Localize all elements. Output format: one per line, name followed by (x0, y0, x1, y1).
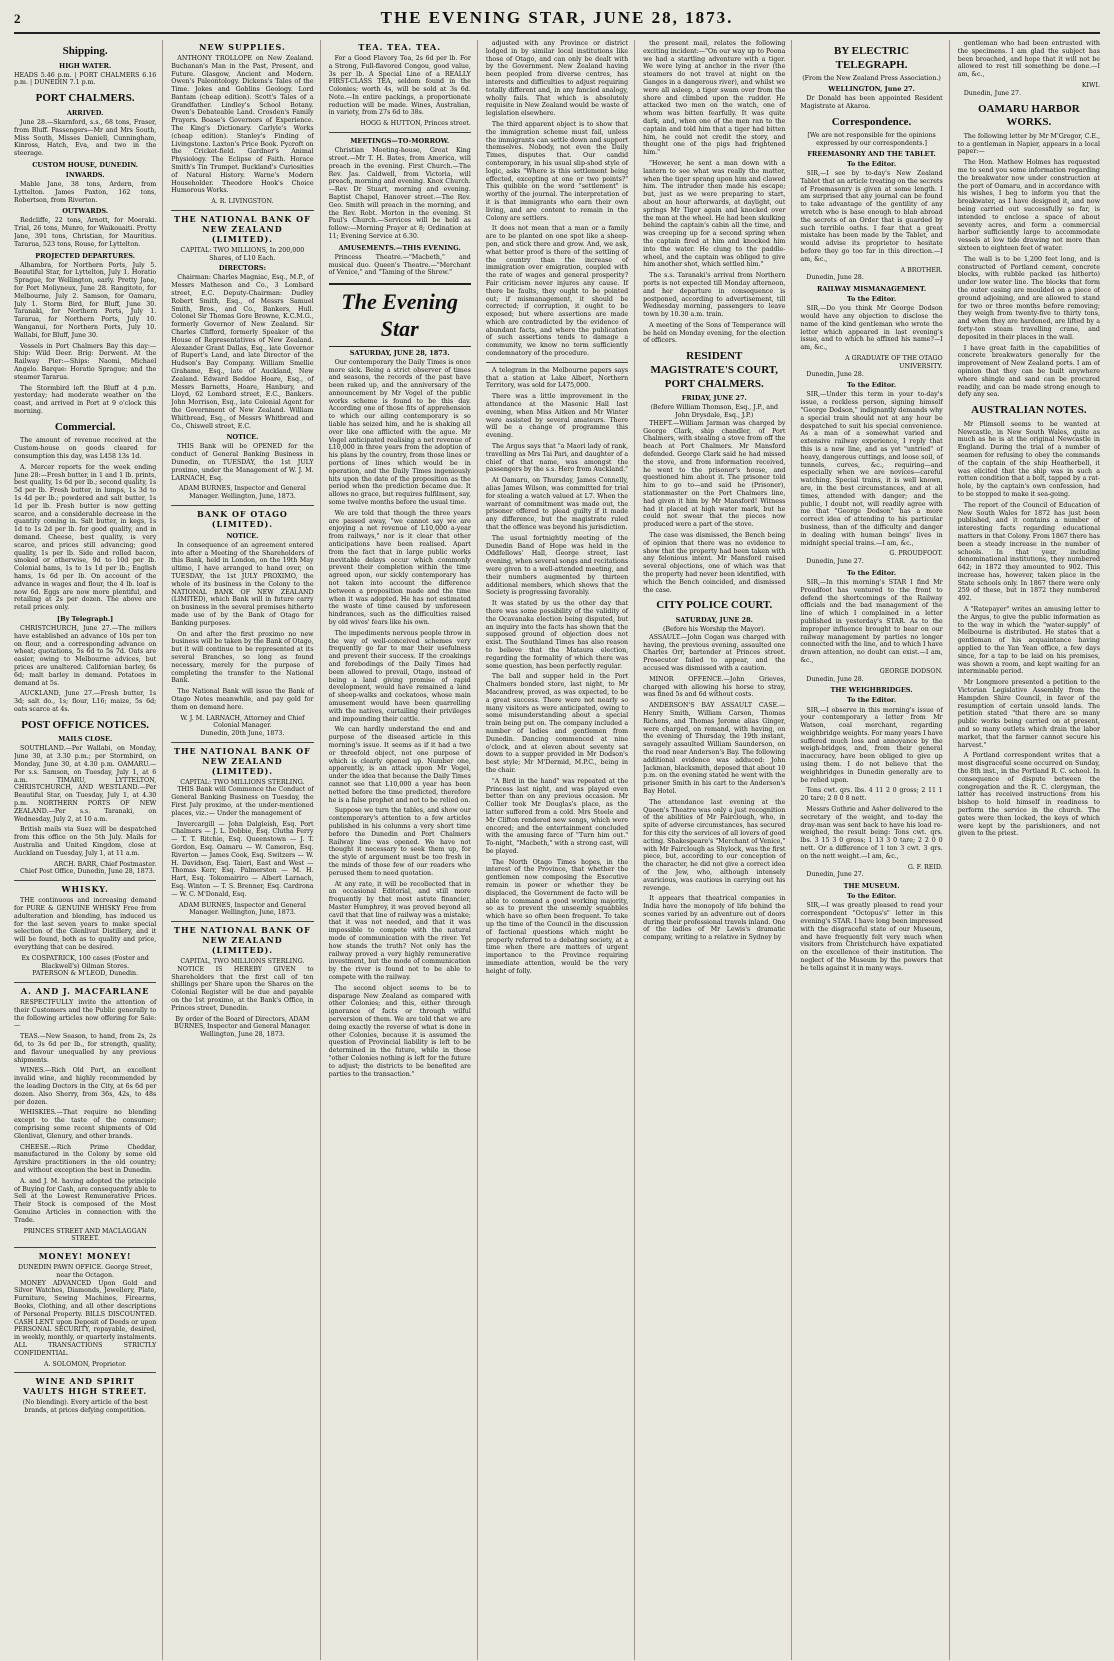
paragraph: Chief Post Office, Dunedin, June 28, 1873. (20, 868, 155, 876)
paragraph: Suppose we turn the tables, and show our contemporary's attention to a few articles published in his columns a very short time before the Dunedin and Port Chalmers Railway line was opened. We have not thought it necessary to seek them up, for the style of argument must be too fresh in the minds of those few of our readers who perused them to need quotation. (328, 807, 471, 877)
column-4 (486, 40, 635, 1660)
advert-title: THE NATIONAL BANK OF NEW ZEALAND (LIMITED). (174, 925, 311, 956)
centered-text: Ex COSPATRICK, 100 cases (Foster and Blackwell's) Oilman Stores. (21, 954, 149, 970)
paragraph: The attendance last evening at the Queen's Theatre was only a just recognition of the abilities of Mr Fairclough, who, in spite of adverse circumstances, has secured for this city the services of all lovers of good acting. Shakespeare's "Merchant of Venice," with Mr Fairclough as Shylock, was the first piece, but, according to our conception of the character, he did not give a correct idea of the Jew, who, although intensely avaricious, was cautious in carrying out his revenge. (643, 798, 786, 892)
section-heading: AUSTRALIAN NOTES. (971, 404, 1087, 417)
divider (171, 921, 313, 922)
paragraph: MINOR OFFENCE.—John Grieves, charged with allowing his horse to stray, was fined 5s and 6d without costs. (643, 675, 786, 699)
paragraph: The Hon. Mathew Holmes has requested me to send you some information regarding the breakwater now under construction at the port of Oamaru, and in accordance with his wishes, I beg to inform you that the breakwater, as I have designed it, and now being carried out successfully so far, is intended to enclose a space of about seventy acres, and form a commercial harbor sufficiently large to accommodate vessels at low tide drawing not more than sixteen to eighteen feet of water. (957, 159, 1100, 252)
paragraph: A. Mercer reports for the week ending June 28:—Fresh butter, in 1 and 1 lb. prints, best quality, 1s 6d per lb.; second quality, 1s 5d per lb. Fresh butter, in lumps, 1s 3d to 1s 4d per lb.; powdered and salt butter, 1s 1d per lb. Fresh butter is now getting scarce, and a considerable decrease in the quantity coming in. Salt butter, in kegs, 1s 1d to 1s 2d per lb. for good quality, and in demand. Cheese, best quality, is very scarce, and prices still advancing; good quality, 1s per lb. Side and rolled bacon, smoked or otherwise, 9d to 10d per lb. Colonial hams, 1s to 1s 1d per lb.; English hams, 1s 6d per lb. On account of the advance in wages and flour, the 4 lb. loaf is now 6d. Eggs are now more plentiful, and retailing at 2s per dozen. The above are retail prices only. (14, 463, 157, 612)
signature: GEORGE DODSON. (879, 667, 943, 675)
signature: HOGG & HUTTON, Princes street. (360, 120, 471, 128)
signature: G. F. REID. (907, 863, 943, 871)
paragraph: A. and J. M. having adopted the principle of Buying for Cash, are consequently able to Sell at the Lowest Remunerative Prices. Their Stock is composed of the Most Genuine Articles in connection with the Trade. (14, 1177, 157, 1224)
paragraph: A "Ratepayer" writes an amusing letter to the Argus, to give the public information as to the way in which the "water-supply" of Melbourne is distributed. He states that a gentleman of his acquaintance having applied to the Yan Yean office, a few days since, for a tap to be laid on his premises, was shown a room, and kept waiting for an interminable period. (957, 606, 1100, 676)
paragraph: There was a little improvement in the attendance at the Masonic Hall last evening, when Miss Aitken and Mr Winter were assisted by several amateurs. There will be a change of programme this evening. (485, 393, 629, 440)
paragraph: ASSAULT.—John Cogan was charged with having, the previous evening, assaulted one Charles Orr, bartender at Princes street. Prosecutor failed to appear, and the accused was dismissed with a caution. (643, 633, 786, 672)
paragraph: THIS Bank will Commence the Conduct of General Banking Business on Tuesday, the First July proximo, at the under-mentioned places, viz.:— Under the management of (171, 786, 314, 817)
paragraph: Dunedin, June 27. (806, 871, 864, 879)
paragraph: Princess Theatre.—"Macbeth," and musical duo. Queen's Theatre.—"Merchant of Venice," and "Taming of the Shrew." (328, 253, 471, 277)
divider (486, 362, 628, 363)
centered-text: A. R. LIVINGSTON. (211, 198, 274, 206)
high-water-table: HEADS 5.46 p.m. | PORT CHALMERS 6.16 p.m. | DUNEDIN 7.1 p.m. (14, 71, 157, 87)
centered-text: CAPITAL, TWO MILLIONS STERLING. (180, 957, 305, 965)
centered-text: CAPITAL: TWO MILLIONS STERLING. (180, 778, 305, 786)
paragraph: Alhambra, for Northern Ports, July 5. Beautiful Star, for Lyttelton, July 1. Horatio Sprague, for Wellington, early. Pretty Jane, for Port Moliyneux, June 28. Rangitoto, for Melbourne, July 2. Samson, for Oamaru, July 1. Storm Bird, for Bluff, June 30. Taranaki, for Northern Ports, July 1. Tararua, for Northern Ports, July 10. Wanganui, for Northern Ports, July 10. Wallabi, for Bluff, June 30. (14, 261, 157, 339)
divider (14, 982, 156, 983)
column-3 (329, 40, 478, 1660)
paragraph: A meeting of the Sons of Temperance will be held on Monday evening, for the election of officers. (643, 321, 786, 345)
section-heading: OAMARU HARBOR WORKS. (977, 102, 1080, 129)
column-7 (958, 40, 1100, 1660)
paragraph: Our contemporary the Daily Times is once more sick. Being a strict observer of times and seasons, the records of the past have been raked up, and the anniversary of the announcement by Mr Vogel of the public works scheme is found to be this day. According one of those fits of apprehension to which our ailing contemporary is so liable has seized him, and he is shaking all over like one afflicted with the ague. Mr Vogel anticipated realising a net revenue of L10,000 in three years from the adoption of his plans by the country, from those lines or portions of lines which would be in operation, and the Daily Times ingeniously hits upon the date of the proposition as the period when the prediction became due. It allows no grace, but requires fulfilment, say, some twelve months before the usual time. (328, 358, 471, 507)
paragraph: Christian Meeting-house, Great King street.—Mr T. H. Bates, from America, will preach in the evening. First Church.—The Rev. Jas. Caldwell, from Victoria, will preach, morning and evening. Knox Church.—Rev. Dr Stuart, morning and evening. Baptist Chapel, Hanover street.—The Rev. Geo. Smith will preach in the morning, and the Rev. Robt. Morton in the evening. St Paul's Church.—Services will be held as follow:—Morning Prayer at 8; Ordination at 11; Evening Service at 6.30. (328, 147, 471, 240)
paragraph: At any rate, it will be recollected that in an occasional Editorial, and still more frequently by that most astute financier, Master Humphrey, it was proved beyond all cavil that that line of railway was a mistake; that it was not needed, and that it was impossible to compete with the natural mode of communication with the river. Yet how stands the truth? Not only has the railway proved a very highly remunerative investment, but the mode of communication by the river is found not to be able to compete with the railway. (328, 880, 471, 982)
paragraph: June 28.—Skarnford, s.s., 68 tons, Fraser, from Bluff. Passengers—Mr and Mrs South, Miss South, Misses Daniell, Cunningham, Kinross, Hatch, Eva, and two in the steerage. (14, 118, 157, 158)
section-heading: BY ELECTRIC TELEGRAPH. (834, 45, 910, 71)
advert-title: MONEY! MONEY! (38, 1251, 132, 1262)
advert-title: A. AND J. MACFARLANE (20, 986, 150, 997)
subheading: NOTICE. (226, 433, 259, 442)
paragraph: THIS Bank will be OPENED for the conduct of General Banking Business in Dunedin, on TUESDAY, the 1st JULY proximo, under the Management of W. J. M. LARNACH, Esq. (171, 443, 314, 482)
centered-text: (Before his Worship the Mayor). (663, 626, 766, 633)
paragraph: Vessels in Port Chalmers Bay this day:—Ship: Wild Deer. Brig: Derwent. At the Railway Pier:—Ships: Naomi, Michael Angelo. Barque: Horatio Sprague; and the steamer Tararua. (14, 342, 157, 381)
centered-text: W. J. M. LARNACH, Attorney and Chief Colonial Manager. (180, 714, 305, 730)
advert-title: WHISKY. (61, 884, 109, 895)
paragraph: Redcliffe, 22 tons, Arnott, for Moeraki. Trial, 26 tons, Munro, for Waikouaiti. Pretty Jane, 391 tons, Christian, for Mauritius. Tararua, 523 tons, Rouse, for Lyttelton. (14, 217, 157, 248)
subheading: CUSTOM HOUSE, DUNEDIN. (32, 160, 139, 169)
paragraph: Mr Plimsoll seems to be wanted at Newcastle, in New South Wales, quite as much as he is at the original Newcastle in England. During the trial of a number of seamen for refusing to obey the commands of the captain of the ship Heatherbell, it was elicited that the ship was in such a rotten condition that a bolt, tapped by a rat-hole, by the captain's own confession, had to be stopped to make it sea-going. (957, 420, 1100, 498)
paragraph: We are told that though the three years are passed away, "we cannot say we are enjoying a net revenue of L10,000 a-year from railways," nor is it clear that other anticipations have been realised. Apart from the fact that in large public works inevitable delays occur which commonly prevent their completion within the time agreed upon, our sickly contemporary has not taken into account the difference between a proposition made and the time when it was adopted. He has not estimated the waste of time caused by unforeseen hindrances, such as the difficulties raised by old wives' fears like his own. (328, 509, 471, 626)
paragraph: Messrs Guthrie and Asher delivered to the secretary of the weight, and to-day the dray-man was sent back to have his load re-weighed, the result being: Tons cwt. qrs. lbs. 3 15 3 0 gross; 1 13 3 0 tare; 2 2 0 0 nett. Or a difference of 1 ton 3 cwt. 3 qrs. on the nett weight.—I am, &c., (800, 806, 943, 860)
paragraph: Dunedin, June 28. (806, 675, 864, 683)
paragraph: Dunedin, June 28. (806, 274, 864, 282)
paragraph: Dr Donald has been appointed Resident Magistrate at Akaroa. (800, 95, 943, 110)
paragraph: The impediments nervous people throw in the way of well-conceived schemes very frequently go far to mar their usefulness and prevent their success. If the croakings and forebodings of the Daily Times had been allowed to prevail, Otago, instead of being a land giving promise of rapid development, would have remained a land of sheep-walks and cockatoos, whose main amusement would have been quarrelling with the natives, curtailing their privileges and impounding their cattle. (328, 629, 471, 723)
centered-text: ADAM BURNES, Inspector and General Manager. Wellington, June, 1873. (178, 485, 306, 501)
centered-text: (No blending). Every article of the best brands, at prices defying competition. (22, 1399, 148, 1414)
paragraph: SIR,—I was greatly pleased to read your correspondent "Octopus's" letter in this evening's STAR. I have long been impressed with the disgraceful state of our Museum, and have frequently felt very much when visitors from Christchurch have expatiated on the excellence of their institution. The neglect of the Museum by the powers that be tells against it in many ways. (800, 902, 943, 972)
signature: A GRADUATE OF THE OTAGO UNIVERSITY. (845, 355, 943, 370)
subheading: To the Editor. (846, 159, 897, 168)
paragraph: SIR,—Do you think Mr George Dodson would have any objection to disclose the name of the kind gentleman who wrote the letter which appeared in last evening's issue, and to which he affixed his name?—I am, &c., (800, 305, 943, 352)
paragraph: CHRISTCHURCH, June 27.—The millers have established an advance of 10s per ton on flour, and a corresponding advance on wheat; quotations, 5s 6d to 5s 7d. Oats are easier, owing to Melbourne advices, but prices are unaltered. Californian barley, 6s 6d; malt barley in demand. Potatoes in demand at 5s. (14, 625, 157, 687)
subheading: THE MUSEUM. (843, 882, 900, 891)
paragraph: RESPECTFULLY invite the attention of their Customers and the Public generally to the following articles now offering for Sale:— (14, 999, 157, 1030)
paragraph: The Stormbird left the Bluff at 4 p.m. yesterday; had moderate weather on the coast, and arrived in Port at 9 o'clock this morning. (14, 384, 157, 416)
centered-text: (From the New Zealand Press Association.) (802, 75, 941, 83)
paragraph: A telegram in the Melbourne papers says that a station at Lake Albert, Northern Territory, was sold for L475,000. (485, 366, 629, 390)
column-6 (800, 40, 949, 1660)
paragraph: WINES.—Rich Old Port, an excellent invalid wine, and highly recommended by the leading Doctors in the City, at 6s 6d per dozen. Also Sherry, from 36s, 42s, to 48s per dozen. (14, 1067, 157, 1106)
paragraph: Chairman: Charles Magniac, Esq., M.P., of Messrs Matheson and Co., 3 Lombard street, E.C. Deputy-Chairman: Dudley Robert Smith, Esq., of Messrs Samuel Smith, Bros., and Co., Bankers, Hull. Colonel Sir Thomas Gore Browne, K.C.M.G., formerly Governor of New Zealand. Sir Charles Clifford, formerly Speaker of the House of Representatives of New Zealand. Alexander Grant Dallas, Esq., late Governor of Rupert's Land, and late Director of the Hudson's Bay Company. William Smellie Grahame, Esq., late of Auckland, New Zealand. Edward Beddoe Hoare, Esq., of Messrs Barnetts, Hoare, Hanbury, and Lloyd, 62 Lombard street, E.C., Bankers. John Morrison, Esq., late Colonial Agent for the Government of New Zealand. William Whitbread, Esq., of Messrs Whitbread and Co., Chiswell street, E.C. (171, 274, 314, 430)
subheading: To the Editor. (846, 381, 897, 390)
paragraph: ANTHONY TROLLOPE on New Zealand. Buchanan's Man in the Past, Present, and Future. Glasgow, Ancient and Modern. Owen's Paleontology. Dickens's Tales of the Time. Jokes and Goblins Geology. Lord Bantam (cheap edition). Scott's Tales of a Grandfather. Lindley's School Botany. Owen's Debateable Land. Crosden's Family Prayers. Boase's Governors of Experience. The King's Dictionary. Carlyle's Works (cheap edition). Stanley's Finding of Livingstone. Laxton's Price Book. Pycroft on the Cricket-field. Gardner's Animal Physiology. The Eclipse of Faith. Horace Smith's Tin Trumpet. Buckland's Curiosities of Natural History. Warne's Modern Householder. Theodore Hook's Choice Humorous Works. (171, 54, 314, 195)
subheading: INWARDS. (65, 170, 105, 179)
paragraph: SIR,—In this morning's STAR I find Mr Proudfoot has ventured to the front to defend the shortcomings of the Railway officials and the bad management of the line of which I complained in a letter published in yesterday's STAR. As to the improper influence brought to bear on our railway management by parties no longer connected with the line, and to which I have drawn attention, no doubt can exist.—I am, &c., (800, 579, 943, 665)
paragraph: The wall is to be 1,200 feet long, and is constructed of Portland cement, concrete blocks, with rubble packed (as hitherto) under low water line. The blocks that form the outer casing are moulded on a piece of ground adjoining, and are allowed to stand for two or three months before removing; they weigh from twenty-five to thirty tons, and when they are hardened, are lifted by a forty-ton steam travelling crane, and deposited in their places in the wall. (957, 255, 1100, 341)
paragraph: adjusted with any Province or district lodged in by similar local institutions like those of Otago, and can only be dealt with by the Government. New Zealand having been peopled from diverse centres, has interests and difficulties to adjust requiring totally different and, in any fancied analogy, wholly fails. That which is absolutely requisite in New Zealand would be waste of legislation elsewhere. (485, 40, 629, 118)
section-heading: Commercial. (54, 420, 116, 433)
paragraph: AUCKLAND, June 27.—Fresh butter, 1s 3d; salt do., 1s; flour, L16; maize, 5s 6d; oats scarce at 4s. (14, 690, 157, 713)
paragraph: It does not mean that a man or a family are to be planted on one spot like a sheep-pen, and stick there and grow. And, we ask, what better proof is there of the settling of the country than the increase of immigration over emigration, coupled with the rate of wages and general prosperity? Fair criticism never injures any cause. If there be faults, they ought to be pointed out; if mismanagement, it should be corrected; if corruption, it ought to be exposed; but where assertions are made which are contradicted by the evidence of abundant facts, and where the publication of such assertions tends to damage a community, we know no term sufficiently condemnatory of the procedure. (485, 225, 629, 358)
subheading: FREEMASONRY AND THE TABLET. (807, 149, 936, 158)
advert-title: BANK OF OTAGO (LIMITED). (196, 508, 288, 529)
paragraph: On and after the first proximo no new business will be taken by the Bank of Otago, but it will continue to be represented at its several Branches, so long as found necessary, merely for the purpose of completing the transfer to the National Bank. (171, 630, 314, 685)
paragraph: NOTICE IS HEREBY GIVEN to Shareholders that the first call of ten shillings per Share upon the Shares on the Colonial Register will be due and payable on the 1st proximo, at the Bank's Office, in Princes street, Dunedin. (171, 965, 314, 1012)
paragraph: The third apparent object is to show that the immigration scheme must fail, unless the immigrants can settle down and support themselves. Nobody, not even the Daily Times, disputes that. Our candid contemporary, in his usual slip-shod style of logic, asks "Where is this settlement being effected, excepting at one or two points?" This quibble on the word "settlement" is worthy of the journal. The interpretation of it is that immigrants who earn their own living, and are content to remain in the Colony are settlers. (485, 120, 629, 222)
paragraph: The report of the Council of Education of New South Wales for 1872 has just been published, and it contains a number of interesting facts regarding educational matters in that Colony. From 1867 there has been a steady increase in the number of schools. In that year, including denominational institutions, they numbered 642; in 1872 they amounted to 902. This increase has, however, taken place in the State schools only. In 1867 there were only 259 of these, but in 1872 they numbered 492. (957, 501, 1100, 603)
subheading: HIGH WATER. (59, 61, 112, 70)
paragraph: SIR,—I see by to-day's New Zealand Tablet that an article treating on the secrets of Freemasonry is given at some length. I am surprised that any journal can be found to take advantage of the gentility of any wretch who is base enough to blab abroad the secrets of an Order that is guarded by such terrible oaths. I fear that a great mistake has been made by the Tablet, and would advise its proprietor to hesitate before they go too far in this direction.—I am, &c., (800, 170, 943, 263)
paragraph: The North Otago Times hopes, in the interest of the Province, that whether the gentlemen now composing the Executive remain in power or whether they be displaced, the Government de facto will be able to command a good working majority, so as to prevent the unseemly squabbles which have so often been frequent. To take up the time of the Council in the discussion of factional questions which might be properly referred to a debating society, at a time when there are matters of urgent importance to the Province requiring immediate attention, would be the very height of folly. (485, 858, 629, 975)
paragraph: Dunedin, June 28. (806, 370, 864, 378)
subheading: WELLINGTON, June 27. (828, 85, 915, 94)
subheading: MEETINGS—TO-MORROW. (350, 137, 450, 146)
paragraph: TEAS.—New Season, to hand, from 2s, 2s 6d, to 3s 6d per lb., for strength, quality, and flavour unequalled by any previous shipments. (14, 1033, 157, 1064)
subheading: DIRECTORS: (218, 264, 267, 273)
section-heading: PORT CHALMERS. (35, 92, 135, 105)
subheading: FRIDAY, JUNE 27. (681, 394, 747, 403)
paragraph: THE continuous and increasing demand for PURE & GENUINE WHISKY Free from adulteration and blending, has induced us for the last seven years to make special selection of the Glenlivat Distillery, and it will be found, both as to quality and price, everything that can be desired. (14, 897, 157, 951)
column-1 (14, 40, 163, 1660)
paragraph: It was stated by us the other day that there was some possibility of the validity of the Ocavanaka election being disputed, but an inquiry into the facts has shown that the supposed ground of objection does not exist. The Southland Times has also reason to believe that the Mataura election, regarding the formality of which there was some question, has been perfectly regular. (485, 600, 629, 670)
divider (171, 742, 313, 743)
subheading: MAILS CLOSE. (58, 735, 113, 744)
paragraph: The amount of revenue received at the Custom-house on goods cleared for consumption this day, was L458 13s 1d. (14, 437, 157, 461)
centered-text: [We are not responsible for the opinions expressed by our correspondents.] (807, 132, 936, 148)
paragraph: In consequence of an agreement entered into after a Meeting of the Shareholders of this Bank, held in London, on the 19th May ultimo, I have arranged to hand over, on TUESDAY, the 1st JULY PROXIMO, the whole of its business in the Colony to the NATIONAL BANK OF NEW ZEALAND (LIMITED), which Bank will in future carry on business in the several premises hitherto made use of by the Bank of Otago for Banking purposes. (171, 541, 314, 627)
subheading: THE WEIGHBRIDGES. (830, 686, 913, 695)
paragraph: It appears that theatrical companies in India have the monopoly of life behind the scenes varied by an adventure out of doors during their professional travels inland. One of the ladies of Mr Lewis's dramatic company, writing to a relative in Sydney by (643, 895, 786, 942)
paragraph: We can hardly understand the end and purpose of the diseased article in this morning's issue. It seems as if it had a two or threefold object, not one purpose of which is clearly opened up. Number one, apparently, is an attack upon Mr Vogel, under the idea that because the Daily Times cannot see that L10,000 a year has been netted before the time predicted, therefore he is a false prophet and not to be relied on. (328, 726, 471, 804)
paragraph: MONEY ADVANCED Upon Gold and Silver Watches, Diamonds, Jewellery, Plate, Furniture, Sewing Machines, Firearms, Books, Clothing, and all other descriptions of Personal Property. BILLS DISCOUNTED. CASH LENT upon Deposit of Deeds or upon PERSONAL SECURITY, repayable, desired, in weekly, monthly, or quarterly instalments. ALL TRANSACTIONS STRICTLY CONFIDENTIAL. (14, 1279, 157, 1357)
paragraph: gentleman who had been entrusted with the specimens. I am glad the subject has been broached, and hope that it will not be allowed to rest till something be done.—I am, &c., (957, 40, 1100, 79)
evening-star-banner: The Evening Star (329, 283, 471, 347)
paragraph: British mails via Suez will be despatched from this office on the 5th July. Mails for Australia and United Kingdom, close at Auckland on Tuesday, July 1, at 11 a.m. (14, 826, 157, 857)
paragraph: CHEESE.—Rich Prime Cheddar, manufactured in the Colony by some old Ayrshire practitioners in the old country; and without exception the best in Dunedin. (14, 1143, 157, 1174)
advert-title: TEA. TEA. TEA. (358, 42, 442, 52)
subheading: RAILWAY MISMANAGEMENT. (816, 285, 927, 294)
divider (171, 210, 313, 211)
centered-text: A. SOLOMON, Proprietor. (43, 1360, 127, 1368)
columns-container (14, 40, 1100, 1660)
paragraph: The usual fortnightly meeting of the Dunedin Band of Hope was held in the Oddfellows' Hall, George street, last evening, when several songs and recitations were given to a well-attended meeting, and their numbers augmented by thirteen additional members, which shows that the Society is progressing favorably. (485, 534, 629, 597)
paragraph: Dunedin, June 27. (806, 558, 864, 566)
subheading: SATURDAY, JUNE 28, 1873. (349, 348, 450, 357)
paragraph: Tons cwt. qrs. lbs. 4 11 2 0 gross; 2 11 1 20 tare; 2 0 0 8 nett. (800, 787, 943, 803)
subheading: To the Editor. (846, 569, 897, 577)
centered-text: PATERSON & M'LEOD, Dunedin. (32, 970, 139, 978)
centered-text: (Before William Thomson, Esq., J.P., and John Drysdale, Esq., J.P.) (650, 404, 779, 419)
subheading: ARRIVED. (66, 108, 104, 117)
paragraph: "A Bird in the hand" was repeated at the Princess last night, and was played even better than on any previous occasion. Mr Collier took Mr Douglas's place, as the latter suffered from a cold. Mrs Steele and Mr Clifton rendered new songs, which were encored; and the entertainment concluded with the amusing farce of "Turn him out." To-night, "Macbeth," with a strong cast, will be played. (485, 777, 629, 855)
column-2 (171, 40, 320, 1660)
paragraph: A Portland correspondent writes that a most disgraceful scene occurred on Sunday, the 8th inst., in the Portland R. C. school. In consequence of dispute between the congregation and the R. C. clergyman, the latter has received instructions from his bishop to hold himself in readiness to perform the service in the church. The gates were then locked, the keys of which were kept by the parishioners, and not given to the priest. (957, 752, 1100, 838)
divider (329, 132, 471, 133)
subheading: To the Editor. (846, 892, 897, 901)
paragraph: The case was dismissed, the Bench being of opinion that there was no evidence to show that the property had been taken with any felonious intent. Mr Mansford raised several objections, one of which was that the property had never been identified, with which the Bench coincided, and dismissed the case. (643, 531, 786, 594)
signature: A BROTHER. (900, 266, 943, 274)
advert-title: THE NATIONAL BANK OF NEW ZEALAND (LIMITED). (174, 745, 311, 776)
advert-title: THE NATIONAL BANK OF NEW ZEALAND (LIMITED). (174, 214, 311, 244)
section-heading: POST OFFICE NOTICES. (21, 718, 150, 731)
section-heading: RESIDENT MAGISTRATE'S COURT, PORT CHALMERS. (650, 350, 779, 390)
section-heading: Correspondence. (831, 115, 912, 128)
section-heading: CITY POLICE COURT. (656, 599, 773, 612)
paragraph: SIR,—I observe in this morning's issue of your contemporary a letter from Mr Watson, coal merchant, regarding weighbridge weights. For many years I have suffered much loss and annoyance by the weigh-bridges, and, from their general inaccuracy, have been obliged to give up using them. I do not believe that the weighbridges in Dunedin generally are to be relied upon. (800, 706, 943, 784)
paragraph: Mr Longmore presented a petition to the Victorian Legislative Assembly from the Hampden Shire Council, in favor of the resumption of certain unsold lands. The petition stated "that there are so many public works being carried on at present, and so many outlets which drain the labor market, that the farmer cannot secure his harvest." (957, 679, 1100, 749)
masthead (14, 8, 1100, 34)
divider (171, 505, 313, 506)
divider (14, 1247, 156, 1248)
subheading: To the Editor. (846, 696, 897, 705)
paragraph: The ball and supper held in the Port Chalmers bonded store, last night, to Mr Macandrew, proved, as was expected, to be a great success. There were not nearly so many visitors as were anticipated, owing to some misunderstanding about a special train being put on. The company included a number of ladies and gentlemen from Dunedin. Dancing commenced at nine o'clock, and at eleven about seventy sat down to a supper provided in Mr Dodson's best style; Mr M'Dermid, M.P.C., being in the chair. (485, 673, 629, 774)
paragraph: The second object seems to be to disparage New Zealand as compared with other Colonies; and this, either through ignorance of facts or through wilful perversion of them. We are told that we are doing exactly the reverse of what is done in other Colonies, because it is assumed the question of Provincial liability is left to be determined in the future, while in those "other Colonies nothing is left for the future to adjust; the districts to be benefited are parties to the transaction." (328, 984, 471, 1078)
centered-text: PRINCES STREET AND MACLAGGAN STREET. (23, 1227, 147, 1243)
paragraph: I have great faith in the capabilities of concrete breakwaters generally for the improvement of New Zealand ports. I am of opinion that they can be built anywhere where shingle and sand can be procured readily, and can be made strong enough to defy any sea. (957, 344, 1100, 399)
paragraph: THEFT.—William Jarman was charged by George Clark, ship chandler, of Port Chalmers, with stealing a stove from off the beach at Port Chalmers. Mr Mansford defended. George Clark said he had missed the stove, and from information received, he went to the prisoner's house, and questioned him about it. The prisoner told him to go to—and said he (Prisoner), stationmaster on the Port Chalmers line, had given it him by Mr Mansford! Witness had it placed at high water mark, but he could not swear that the pieces now produced were a part of the stove. (643, 419, 786, 529)
paragraph: "However, he sent a man down with a lantern to see what was really the matter, when the tiger sprang upon him and clawed him. The intruder then made his escape; but, just as we were preparing to start, about an hour afterwards, at daylight, out springs Mr Tiger again and knocked over the man at the wheel. He had been skulking behind the captain's cabin all the time, and was creeping up for a second spring when the captain fired at him and knocked him into the water. He clung to the paddle-wheel, and the captain was obliged to give him another shot, which settled him." (643, 159, 786, 269)
paragraph: the present mail, relates the following exciting incident:—"On our way up to Poona we had a startling adventure with a tiger. We were lying at anchor in the river (the steamers do not travel at night on the Ganges in a dangerous river), and whilst we were all asleep, a tiger swam over from the shore and climbed upon the rudder. He attacked two men on the watch, one of whom was bitten fearfully. It was quite dark, and, when one of the men ran to the captain and told him that a tiger had bitten him, he could not credit the story, and thought one of the pigs had frightened him." (643, 40, 786, 157)
centered-text: By order of the Board of Directors, ADAM BURNES, Inspector and General Manager. Wellington, June 28, 1873. (174, 1015, 311, 1039)
paragraph: WHISKIES.—That require no blending except to the taste of the consumer; comprising some recent shipments of Old Glenlivat, Glenury, and other brands. (14, 1109, 157, 1140)
paragraph: The s.s. Taranaki's arrival from Northern ports is not expected till Monday afternoon, and her departure in consequence is postponed, according to advertisement, till Wednesday morning, passengers to leave town by 10.30 a.m. train. (643, 272, 786, 319)
centered-text: ADAM BURNES, Inspector and General Manager. Wellington, June, 1873. (178, 901, 306, 917)
centered-text: Dunedin, 20th June, 1873. (200, 730, 285, 738)
paragraph: At Oamaru, on Thursday, James Connelly, alias James Wilson, was committed for trial for stealing a watch valued at L7. When the warrant of commitment was made out, the prisoner offered to plead guilty if it made any difference, but the magistrate ruled that the offence was beyond his jurisdiction. (485, 477, 629, 532)
centered-text: CAPITAL: TWO MILLIONS, In 200,000 Shares, of L10 Each. (180, 246, 305, 262)
divider (14, 1372, 156, 1373)
paragraph: For a Good Flavory Tea, 2s 6d per lb. For a Strong, Full-flavored Congou, good value, 3s per lb. A Special Line of a REALLY FIRST-CLASS TEA, seldom found in the Colonies; worth 4s, will be sold at 3s 6d. Note.—In entire packings, a proportionate reduction will be made. Wines, Australian, in variety, from 27s 6d to 38s. (328, 54, 471, 117)
paragraph: Invercargill — John Dalgleish, Esq. Port Chalmers — J. L. Dobbie, Esq. Clutha Ferry — T. T. Ritchie, Esq. Queenstown — J. T. Gordon, Esq. Oamaru — W. Cameron, Esq. Riverton — James Cook, Esq. Switzers — W. H. Davidson, Esq. Taieri, East and West — Thomas Kerr, Esq. Palmerston — M. H. Hart, Esq. Tokomairiro — Albert Larnach, Esq. Winton — T. S. Brenner, Esq. Cardrona — W. C. M'Donald, Esq. (171, 820, 314, 898)
column-5 (643, 40, 792, 1660)
paragraph: Dunedin, June 27. (963, 89, 1022, 97)
paragraph: The National Bank will issue the Bank of Otago Notes meanwhile, and pay gold for them on demand here. (171, 688, 314, 711)
subheading: OUTWARDS. (62, 207, 109, 216)
subheading: [By Telegraph.] (57, 614, 114, 623)
subheading: SATURDAY, JUNE 28. (675, 615, 753, 624)
signature: KIWI. (1081, 81, 1100, 89)
subheading: NOTICE. (226, 531, 259, 540)
subheading: To the Editor. (846, 295, 897, 304)
subheading: PROJECTED DEPARTURES. (35, 251, 136, 260)
section-heading: Shipping. (62, 45, 108, 57)
paragraph: The Argus says that "a Maori lady of rank, travelling as Mrs Tai Pari, and daughter of a chief of that name, was amongst the passengers by the s.s. Hero from Auckland." (485, 443, 629, 474)
page-number: 2 (14, 11, 21, 26)
subheading: AMUSEMENTS.—THIS EVENING. (338, 243, 461, 252)
divider (14, 880, 156, 881)
advert-title: NEW SUPPLIES. (199, 42, 286, 52)
centered-text: DUNEDIN PAWN OFFICE. George Street, near the Octagon. (17, 1264, 153, 1279)
advert-title: WINE AND SPIRIT VAULTS HIGH STREET. (23, 1376, 148, 1397)
signature: ARCH. BARR, Chief Postmaster. (54, 860, 157, 868)
paragraph: The following letter by Mr M'Gregor, C.E., to a gentleman in Napier, appears in a local paper:— (957, 132, 1100, 156)
paragraph: Mable Jane, 38 tons, Ardern, from Lyttelton. James Paxton, 162 tons, Robertson, from Riverton. (14, 181, 157, 204)
newspaper-title: THE EVENING STAR, JUNE 28, 1873. (380, 8, 734, 27)
paragraph: SOUTHLAND.—Per Wallabi, on Monday, June 30, at 3.30 p.m.; per Stormbird, on Monday, June 30, at 4.30 p.m. OAMARU.—Per s.s. Samson, on Tuesday, July 1, at 6 a.m. TIMARU, LYTTELTON, CHRISTCHURCH, AND WESTLAND.—Per Beautiful Star, on Tuesday, July 1, at 4.30 p.m. NORTHERN PORTS OF NEW ZEALAND.—Per s.s. Taranaki, on Wednesday, July 2, at 10 a.m. (14, 745, 157, 823)
signature: G. PROUDFOOT. (889, 550, 943, 558)
paragraph: ANDERSON'S BAY ASSAULT CASE.—Henry Smith, William Carson, Thomas Richens, and Thomas Jerome alias Ginger, were charged, on remand, with having, on the evening of Thursday, the 19th instant, savagely assaulted William Saunderson, on the road near Anderson's Bay. The following additional evidence was adduced: John Jackman, blacksmith, deposed that about 10 p.m. on the evening stated he went with the prisoner Smith in his cart to the Anderson's Bay Hotel. (643, 702, 786, 795)
paragraph: SIR,—Under this term in your to-day's issue, a reckless person, signing himself "George Dodson," indignantly demands why a special train should not at any hour be despatched to suit his special convenience. As a man of a somewhat varied and extensive railway experience, I reply that this is a new line, and as yet "untried" of heavy, dangerous cuttings, and loose soil, of tunnels, curves, &c., requiring—and especially when we are novices—careful watching. Special trains, it is well known, are, in the best circumstances, and at all times, attended with danger; and the public, I doubt not, will readily agree with me that "George Dodson" has a more correct idea of attending to his particular business, than of the difficulty and danger in dealing with human beings' lives in midnight special trains.—I am, &c., (800, 391, 943, 547)
